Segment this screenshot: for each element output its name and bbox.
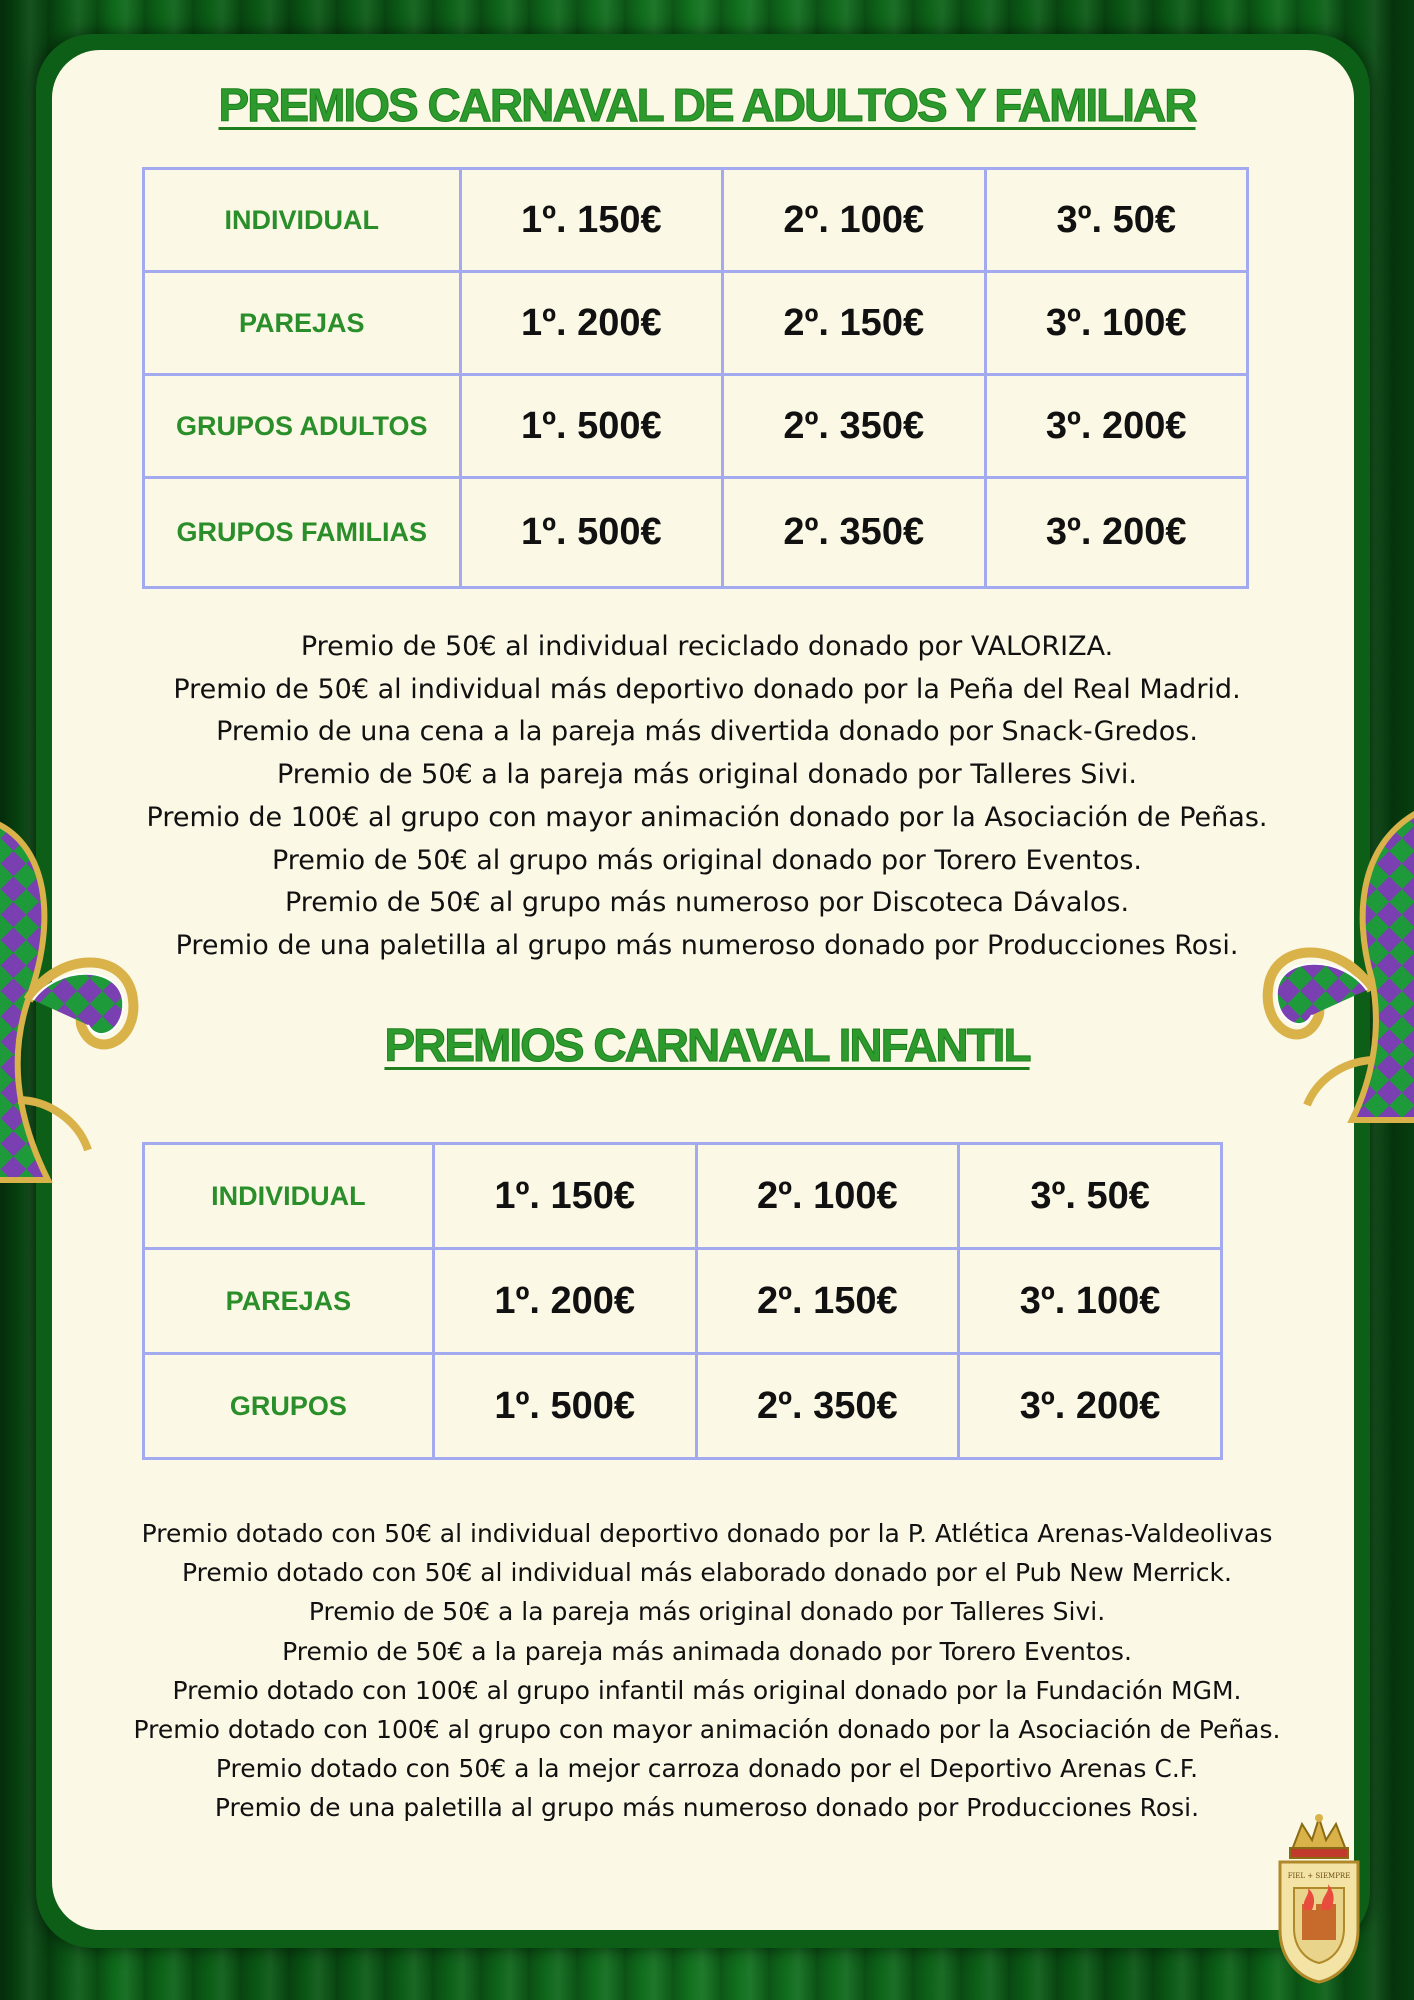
third-prize-cell: 3º. 200€ bbox=[985, 478, 1248, 588]
list-item: Premio dotado con 100€ al grupo con mayor animación donado por la Asociación de Peñas. bbox=[133, 1715, 1281, 1745]
first-prize-cell: 1º. 150€ bbox=[460, 169, 722, 272]
third-prize-cell: 3º. 200€ bbox=[985, 375, 1248, 478]
category-cell: GRUPOS ADULTOS bbox=[144, 375, 461, 478]
list-item: Premio dotado con 100€ al grupo infantil más original donado por la Fundación MGM. bbox=[172, 1675, 1242, 1705]
second-prize-cell: 2º. 150€ bbox=[696, 1249, 959, 1354]
third-prize-cell: 3º. 200€ bbox=[959, 1354, 1222, 1459]
table-row bbox=[144, 375, 1248, 478]
third-prize-cell: 3º. 100€ bbox=[959, 1249, 1222, 1354]
table-row bbox=[144, 1249, 1222, 1354]
list-item: Premio de 50€ a la pareja más original donado por Talleres Sivi. bbox=[308, 1597, 1106, 1627]
table-row bbox=[144, 478, 1248, 588]
third-prize-cell: 3º. 50€ bbox=[985, 169, 1248, 272]
third-prize-cell: 3º. 100€ bbox=[985, 272, 1248, 375]
list-item: Premio dotado con 50€ al individual más elaborado donado por el Pub New Merrick. bbox=[182, 1558, 1232, 1588]
second-prize-cell: 2º. 350€ bbox=[723, 375, 985, 478]
second-prize-cell: 2º. 350€ bbox=[696, 1354, 959, 1459]
table-row bbox=[144, 1354, 1222, 1459]
list-item: Premio de una paletilla al grupo más numeroso donado por Producciones Rosi. bbox=[214, 1793, 1200, 1823]
category-cell: INDIVIDUAL bbox=[144, 1144, 434, 1249]
municipal-crest-icon bbox=[1272, 1810, 1366, 1986]
category-cell: PAREJAS bbox=[144, 1249, 434, 1354]
first-prize-cell: 1º. 500€ bbox=[460, 375, 722, 478]
adults-special-prizes bbox=[60, 626, 1354, 968]
table-row bbox=[144, 272, 1248, 375]
adults-prizes-title: PREMIOS CARNAVAL DE ADULTOS Y FAMILIAR bbox=[218, 79, 1196, 131]
first-prize-cell: 1º. 200€ bbox=[433, 1249, 696, 1354]
first-prize-cell: 1º. 150€ bbox=[433, 1144, 696, 1249]
list-item: Premio de 50€ a la pareja más original donado por Talleres Sivi. bbox=[276, 759, 1138, 791]
adults-prizes-table bbox=[142, 167, 1249, 589]
first-prize-cell: 1º. 200€ bbox=[460, 272, 722, 375]
category-cell: GRUPOS FAMILIAS bbox=[144, 478, 461, 588]
second-prize-cell: 2º. 350€ bbox=[723, 478, 985, 588]
list-item: Premio dotado con 50€ a la mejor carroza donado por el Deportivo Arenas C.F. bbox=[215, 1754, 1199, 1784]
kids-prizes-table bbox=[142, 1142, 1223, 1460]
list-item: Premio de 100€ al grupo con mayor animación donado por la Asociación de Peñas. bbox=[146, 801, 1268, 833]
list-item: Premio de 50€ al grupo más numeroso por Discoteca Dávalos. bbox=[284, 887, 1130, 919]
list-item: Premio de 50€ a la pareja más animada donado por Torero Eventos. bbox=[282, 1636, 1132, 1666]
svg-text:FIEL + SIEMPRE: FIEL + SIEMPRE bbox=[1287, 1872, 1351, 1880]
second-prize-cell: 2º. 100€ bbox=[696, 1144, 959, 1249]
table-row bbox=[144, 169, 1248, 272]
kids-prizes-title: PREMIOS CARNAVAL INFANTIL bbox=[384, 1019, 1030, 1071]
category-cell: PAREJAS bbox=[144, 272, 461, 375]
first-prize-cell: 1º. 500€ bbox=[460, 478, 722, 588]
third-prize-cell: 3º. 50€ bbox=[959, 1144, 1222, 1249]
list-item: Premio dotado con 50€ al individual deportivo donado por la P. Atlética Arenas-Valdeolivas bbox=[141, 1519, 1273, 1548]
category-cell: INDIVIDUAL bbox=[144, 169, 461, 272]
list-item: Premio de 50€ al grupo más original donado por Torero Eventos. bbox=[271, 844, 1143, 876]
list-item: Premio de 50€ al individual reciclado donado por VALORIZA. bbox=[300, 631, 1114, 662]
second-prize-cell: 2º. 100€ bbox=[723, 169, 985, 272]
kids-special-prizes bbox=[60, 1514, 1354, 1828]
table-row bbox=[144, 1144, 1222, 1249]
list-item: Premio de una cena a la pareja más divertida donado por Snack-Gredos. bbox=[216, 716, 1198, 748]
list-item: Premio de una paletilla al grupo más numeroso donado por Producciones Rosi. bbox=[175, 929, 1239, 961]
first-prize-cell: 1º. 500€ bbox=[433, 1354, 696, 1459]
list-item: Premio de 50€ al individual más deportivo donado por la Peña del Real Madrid. bbox=[173, 673, 1241, 705]
second-prize-cell: 2º. 150€ bbox=[723, 272, 985, 375]
category-cell: GRUPOS bbox=[144, 1354, 434, 1459]
